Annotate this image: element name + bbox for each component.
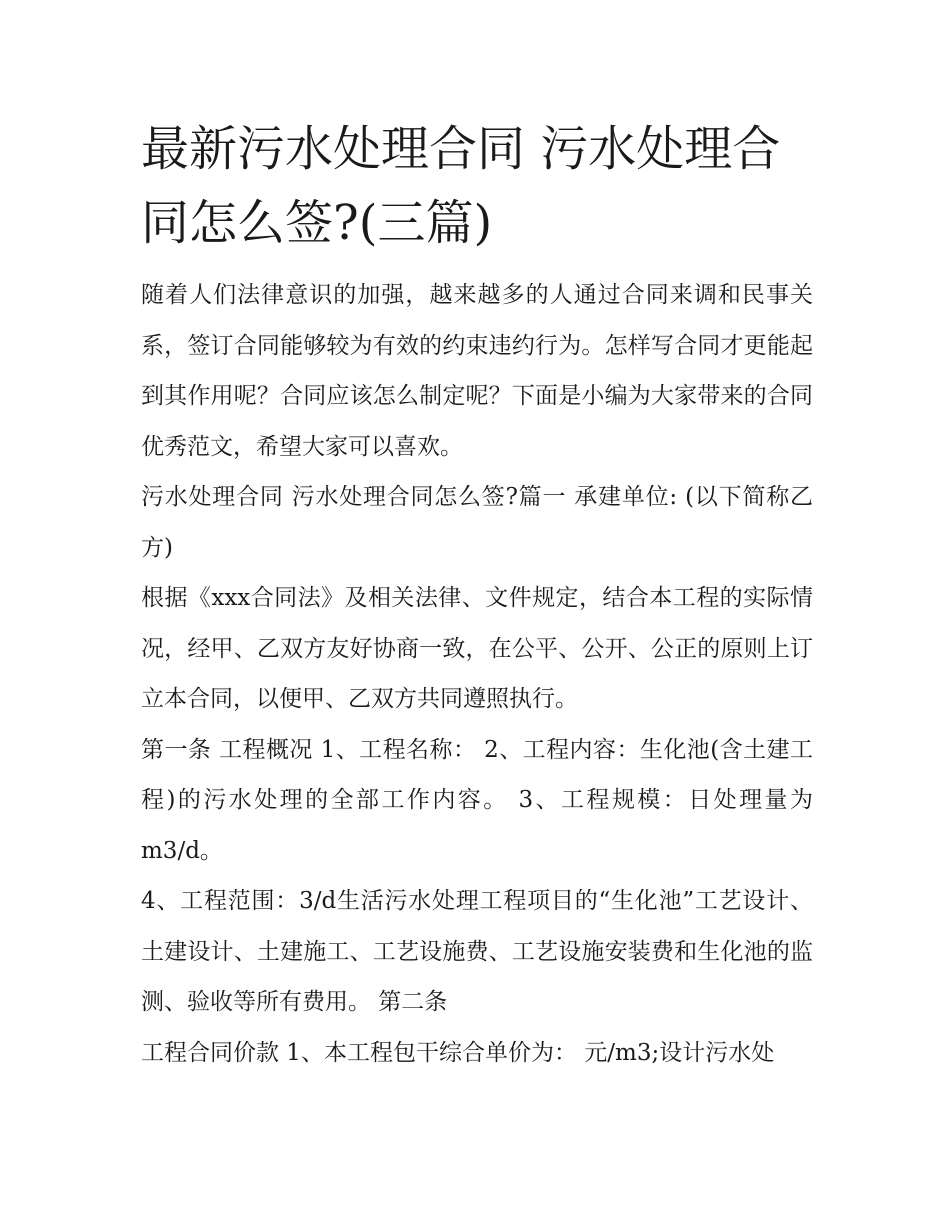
article-one-paragraph: 第一条 工程概况 1、工程名称： 2、工程内容：生化池(含土建工程)的污水处理的全部工作内容。 3、工程规模：日处理量为m3/d。 bbox=[141, 736, 813, 864]
document-title: 最新污水处理合同 污水处理合同怎么签?(三篇) bbox=[141, 121, 781, 251]
intro-paragraph: 随着人们法律意识的加强，越来越多的人通过合同来调和民事关系，签订合同能够较为有效的约束违约行为。怎样写合同才更能起到其作用呢？合同应该怎么制定呢？下面是小编为大家带来的合同优秀范文，希望大家可以喜欢。 bbox=[141, 282, 813, 460]
document-page bbox=[141, 112, 813, 1078]
basis-paragraph: 根据《xxx合同法》及相关法律、文件规定，结合本工程的实际情况，经甲、乙双方友好协商一致，在公平、公开、公正的原则上订立本合同，以便甲、乙双方共同遵照执行。 bbox=[141, 585, 813, 712]
scope-paragraph: 4、工程范围：3/d生活污水处理工程项目的“生化池”工艺设计、土建设计、土建施工、工艺设施费、工艺设施安装费和生化池的监测、验收等所有费用。 第二条 bbox=[141, 888, 813, 1015]
price-paragraph: 工程合同价款 1、本工程包干综合单价为： 元/m3;设计污水处 bbox=[141, 1039, 775, 1066]
section-heading-paragraph: 污水处理合同 污水处理合同怎么签?篇一 承建单位: (以下简称乙方) bbox=[141, 484, 813, 561]
